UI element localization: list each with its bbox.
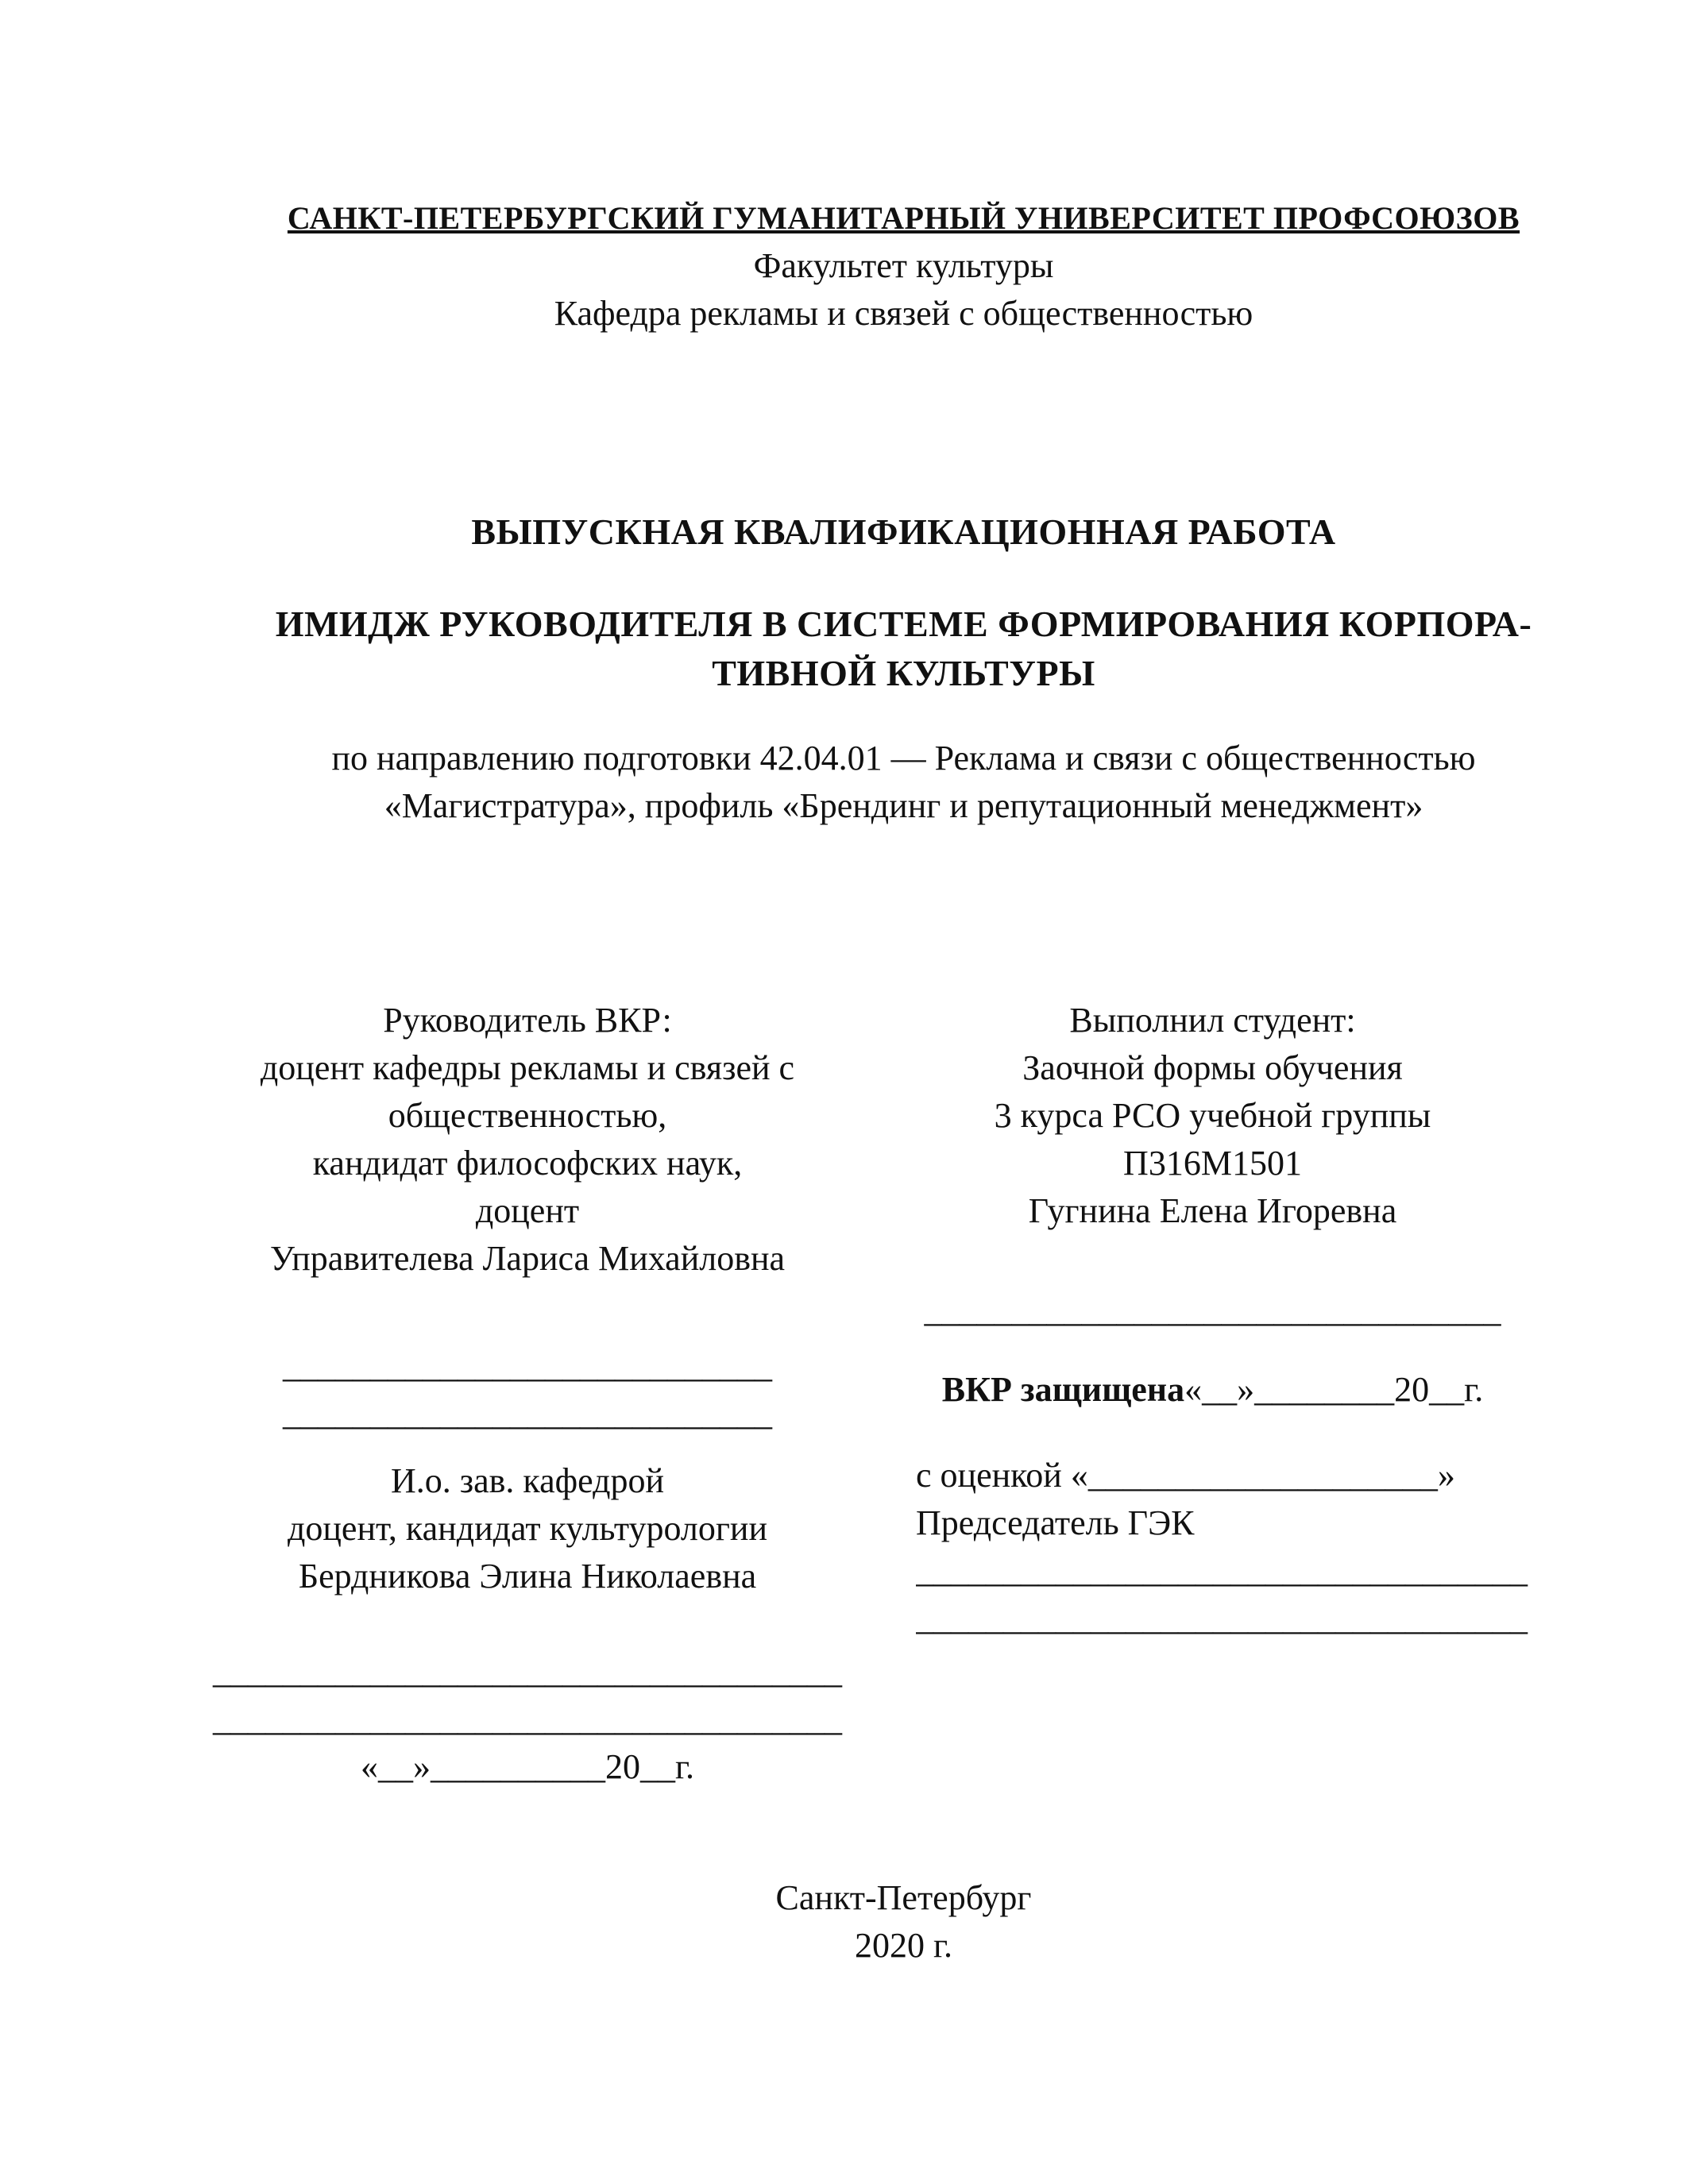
student-signature-line: _________________________________ <box>924 1291 1501 1329</box>
student-info-line-2: 3 курса РСО учебной группы <box>994 1096 1431 1135</box>
signature-columns <box>199 997 1569 1791</box>
faculty-name: Факультет культуры <box>753 246 1054 285</box>
supervisor-signature-line-2: ____________________________ <box>283 1394 772 1433</box>
defense-label: ВКР защищена <box>941 1370 1185 1409</box>
department-head-position-line-2: доцент, кандидат культурологии <box>288 1509 767 1548</box>
department-head-name: Бердникова Элина Николаевна <box>298 1557 757 1596</box>
department-head-date-line: «__»__________20__г. <box>360 1747 695 1786</box>
department-head-signature-block <box>199 1648 856 1791</box>
department-head-signature-line-1: ____________________________________ <box>213 1652 842 1691</box>
supervisor-position-line-4: доцент <box>475 1191 580 1230</box>
supervisor-signature-line-1: ____________________________ <box>283 1346 772 1385</box>
grade-line: с оценкой «____________________» <box>916 1456 1455 1495</box>
grade-block <box>856 1452 1569 1642</box>
supervisor-position-line-2: общественностью, <box>388 1096 667 1135</box>
student-group: П316М1501 <box>1123 1144 1302 1183</box>
student-block <box>856 997 1569 1235</box>
footer-year: 2020 г. <box>854 1926 953 1965</box>
supervisor-heading: Руководитель ВКР: <box>383 1001 672 1040</box>
department-name: Кафедра рекламы и связей с общественностью <box>554 294 1253 333</box>
work-type-heading: ВЫПУСКНАЯ КВАЛИФИКАЦИОННАЯ РАБОТА <box>471 511 1336 552</box>
thesis-title-line-1: ИМИДЖ РУКОВОДИТЕЛЯ В СИСТЕМЕ ФОРМИРОВАНИЯ КОРПОРА- <box>275 604 1532 644</box>
program-info <box>238 735 1569 830</box>
department-head-block <box>199 1457 856 1600</box>
thesis-title <box>238 600 1569 698</box>
supervisor-position-line-1: доцент кафедры рекламы и связей с <box>260 1048 795 1087</box>
program-line-1: по направлению подготовки 42.04.01 — Реклама и связи с общественностью <box>331 739 1476 778</box>
document-header <box>238 195 1569 338</box>
chairman-signature-line-1: ___________________________________ <box>916 1551 1528 1590</box>
supervisor-block <box>199 997 856 1283</box>
defense-date-line <box>856 1366 1569 1414</box>
program-line-2: «Магистратура», профиль «Брендинг и репутационный менеджмент» <box>384 786 1423 825</box>
supervisor-signature-block <box>199 1342 856 1437</box>
student-heading: Выполнил студент: <box>1069 1001 1356 1040</box>
chairman-signature-line-2: ___________________________________ <box>916 1599 1528 1638</box>
department-head-position-line-1: И.о. зав. кафедрой <box>390 1461 665 1500</box>
defense-date-part: «__»________20__г. <box>1184 1370 1484 1409</box>
document-footer <box>238 1874 1569 1970</box>
supervisor-name: Управителева Лариса Михайловна <box>269 1239 786 1278</box>
student-info-line-1: Заочной формы обучения <box>1022 1048 1403 1087</box>
student-name: Гугнина Елена Игоревна <box>1028 1191 1397 1230</box>
supervisor-position-line-3: кандидат философских наук, <box>312 1144 743 1183</box>
department-head-signature-line-2: ____________________________________ <box>213 1700 842 1738</box>
university-name: САНКТ-ПЕТЕРБУРГСКИЙ ГУМАНИТАРНЫЙ УНИВЕРСИТЕТ ПРОФСОЮЗОВ <box>287 200 1520 236</box>
chairman-label: Председатель ГЭК <box>916 1503 1195 1542</box>
footer-city: Санкт-Петербург <box>775 1878 1032 1917</box>
supervisor-column <box>199 997 856 1791</box>
student-column <box>856 997 1569 1791</box>
thesis-title-line-2: ТИВНОЙ КУЛЬТУРЫ <box>712 653 1095 693</box>
